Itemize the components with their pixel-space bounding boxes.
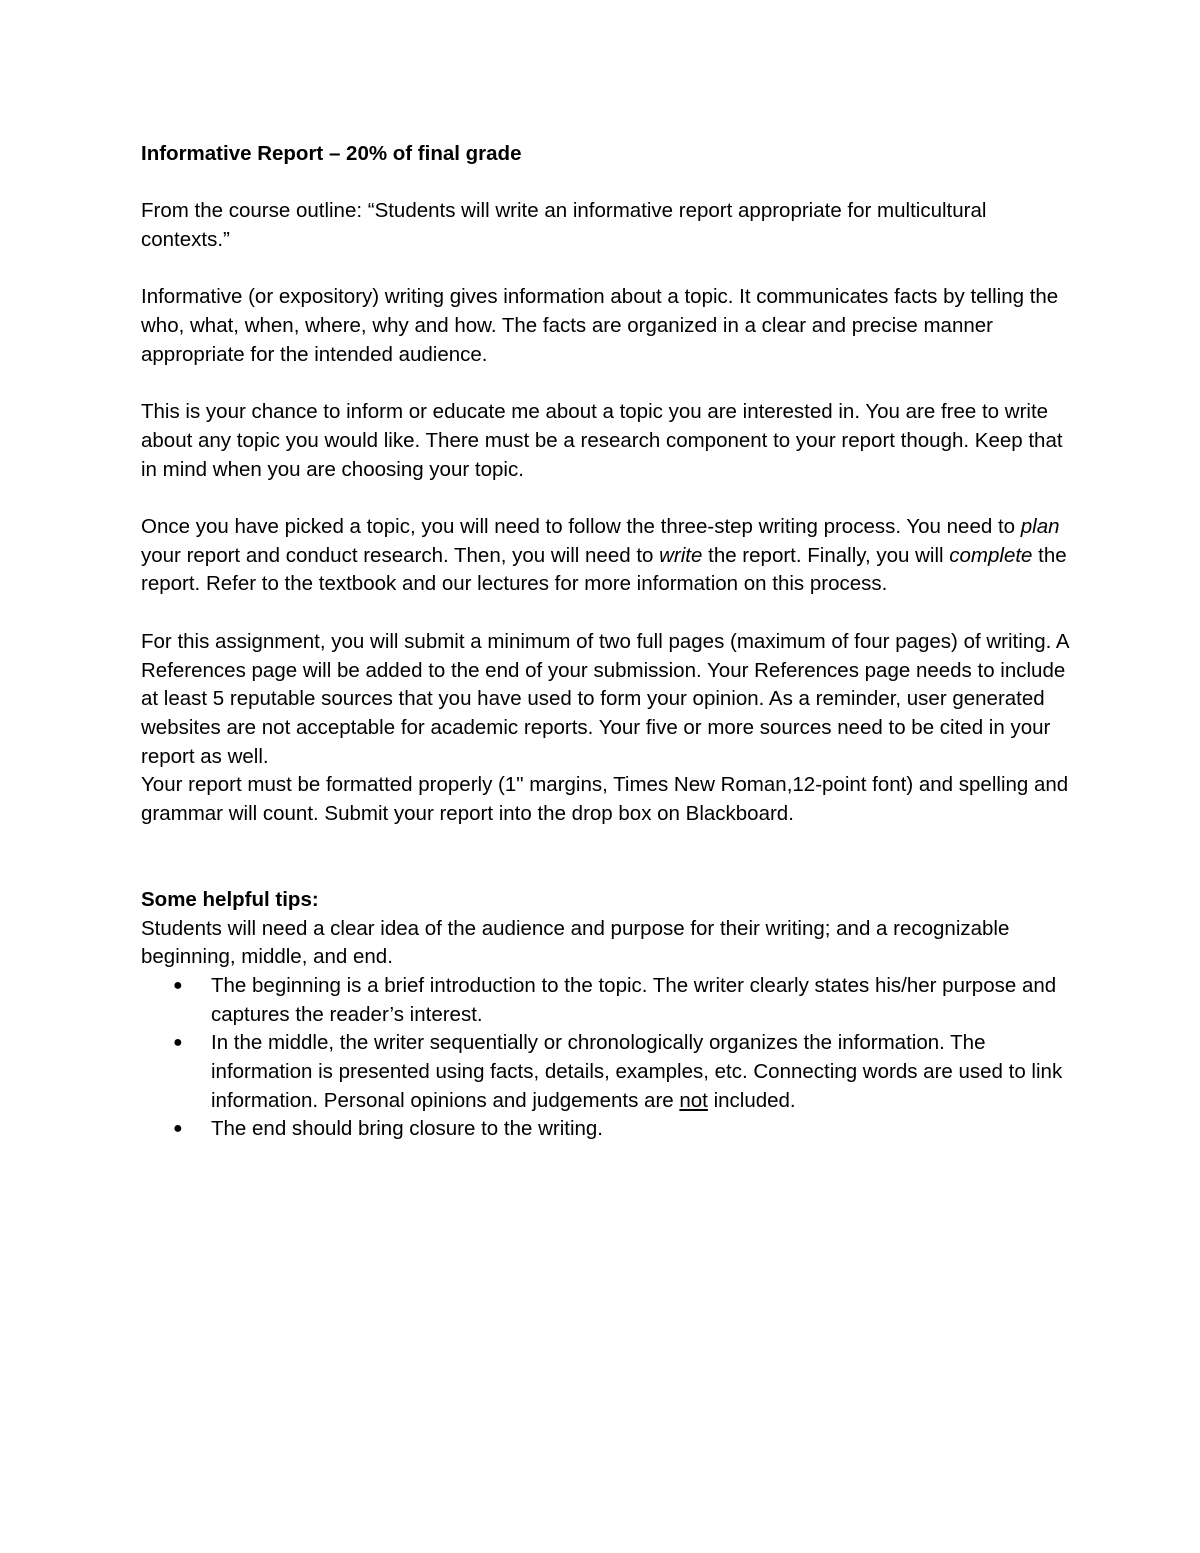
tips-list: [141, 972, 1071, 1144]
document-body: [141, 140, 1071, 1144]
writing-process-paragraph: [141, 513, 1071, 599]
list-item-middle: [141, 1029, 1071, 1115]
tip-middle-not-underlined: not: [679, 1088, 708, 1112]
bullet-icon: ●: [173, 1034, 183, 1052]
process-write-emphasis: write: [659, 543, 703, 567]
outline-quote-paragraph: From the course outline: “Students will write an informative report appropriate for multicultural contexts.”: [141, 199, 987, 252]
process-text-1: Once you have picked a topic, you will need to follow the three-step writing process. You need to: [141, 515, 1021, 539]
tip-beginning-text: The beginning is a brief introduction to the topic. The writer clearly states his/her purpose and captures the reader’s interest.: [211, 973, 1057, 1026]
process-plan-emphasis: plan: [1020, 515, 1060, 539]
bullet-icon: ●: [173, 976, 183, 994]
tip-end-text: The end should bring closure to the writing.: [211, 1117, 604, 1141]
formatting-paragraph: Your report must be formatted properly (1" margins, Times New Roman,12-point font) and spelling and grammar will count. Submit your report into the drop box on Blackboard.: [141, 773, 1069, 826]
topic-choice-paragraph: This is your chance to inform or educate me about a topic you are interested in. You are free to write about any topic you would like. There must be a research component to your report though. Keep that in mind when you are choosing your topic.: [141, 400, 1063, 481]
list-item-beginning: [141, 972, 1071, 1029]
bullet-icon: ●: [173, 1120, 183, 1138]
process-text-2: your report and conduct research. Then, you will need to: [141, 543, 660, 567]
process-complete-emphasis: complete: [949, 543, 1033, 567]
process-text-4: the report. Refer to the textbook and our lectures for more information on this process.: [141, 543, 1067, 596]
process-text-3: the report. Finally, you will: [702, 543, 950, 567]
tips-heading: Some helpful tips:: [141, 887, 319, 911]
spacer: [141, 829, 1071, 886]
document-title: Informative Report – 20% of final grade: [141, 142, 522, 165]
tips-intro: Students will need a clear idea of the audience and purpose for their writing; and a recognizable beginning, middle, and end.: [141, 916, 1010, 969]
assignment-paragraph: For this assignment, you will submit a minimum of two full pages (maximum of four pages) of writing. A References page will be added to the end of your submission. Your References page needs to include at least 5 reputable sources that you have used to form your opinion. As a reminder, user generated websites are not acceptable for academic reports. Your five or more sources need to be cited in your report as well.: [141, 629, 1069, 768]
list-item-end: [141, 1115, 1071, 1144]
definition-paragraph: Informative (or expository) writing gives information about a topic. It communicates facts by telling the who, what, when, where, why and how. The facts are organized in a clear and precise manner appropriate for the intended audience.: [141, 285, 1059, 366]
tip-middle-text-2: included.: [707, 1088, 796, 1112]
tip-middle-text-1: In the middle, the writer sequentially or chronologically organizes the information. The information is presented using facts, details, examples, etc. Connecting words are used to link information. Personal opinions and judgements are: [211, 1031, 1063, 1112]
